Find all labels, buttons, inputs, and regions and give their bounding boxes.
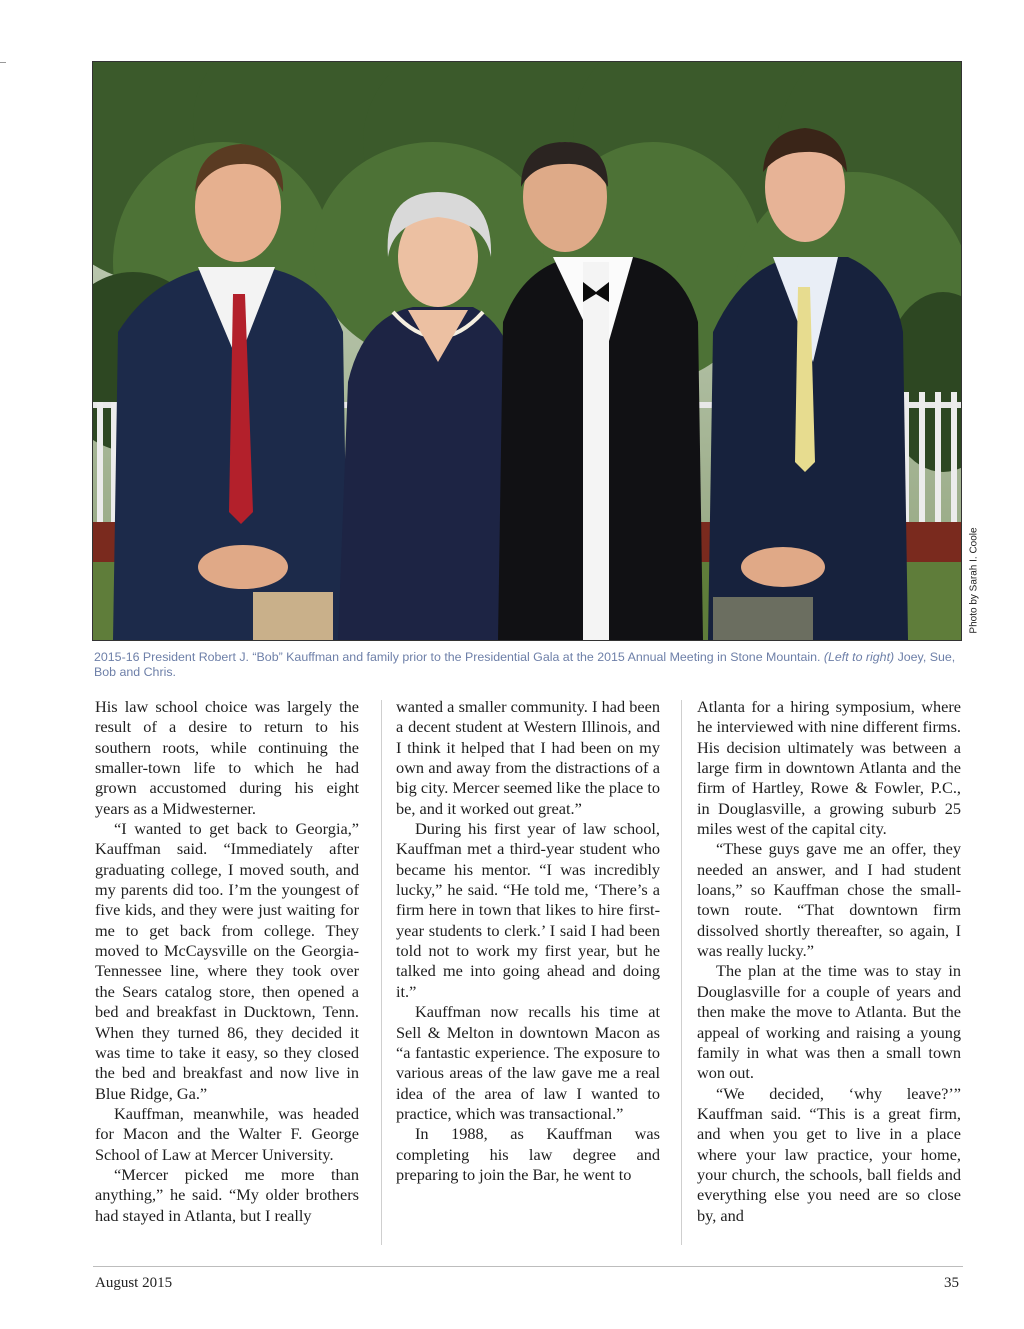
paragraph: “I wanted to get back to Georgia,” Kauffman said. “Immediately after graduating college, I moved south, and my parents did too. I’m the youngest of five kids, and they were just waiting for me to get back from college. They moved to McCaysville on the Georgia-Tennessee line, where they took over the Sears catalog store, then opened a bed and breakfast in Ducktown, Tenn. When they turned 86, they decided it was time to take it easy, so they closed the bed and breakfast and now live in Blue Ridge, Ga.”	[95, 819, 359, 1103]
photo-credit-text: Photo by Sarah I. Coole	[968, 526, 980, 634]
article-column-2	[396, 697, 660, 1185]
photo-credit	[963, 520, 985, 640]
paragraph: “We decided, ‘why leave?’” Kauffman said. “This is a great firm, and when you get to live in a place where your law practice, your home, your church, the schools, ball fields and everything else you need are so close by, and	[697, 1083, 961, 1225]
paragraph: Kauffman, meanwhile, was headed for Macon and the Walter F. George School of Law at Mercer University.	[95, 1103, 359, 1164]
paragraph: “Mercer picked me more than anything,” he said. “My older brothers had stayed in Atlanta, but I really	[95, 1164, 359, 1225]
column-divider	[681, 700, 682, 1245]
paragraph: Kauffman now recalls his time at Sell & Melton in downtown Macon as “a fantastic experience. The exposure to various areas of the law gave me a real idea of the area of law I wanted to practice, which was transactional.”	[396, 1002, 660, 1123]
photo-caption	[94, 650, 960, 680]
family-portrait-photo	[92, 61, 962, 641]
page-number: 35	[944, 1275, 959, 1291]
caption-main: 2015-16 President Robert J. “Bob” Kauffman and family prior to the Presidential Gala at the 2015 Annual Meeting in Stone Mountain.	[94, 650, 824, 664]
paragraph: During his first year of law school, Kauffman met a third-year student who became his mentor. “I was incredibly lucky,” he said. “He told me, ‘There’s a firm here in town that likes to hire first-year students to clerk.’ I said I had been told not to work my first year, but he talked me into going ahead and doing it.”	[396, 819, 660, 1001]
caption-rest: Joey, Sue, Bob and Chris.	[94, 650, 956, 679]
crop-mark	[0, 62, 6, 63]
article-column-3	[697, 697, 961, 1226]
paragraph: wanted a smaller community. I had been a decent student at Western Illinois, and I think it helped that I had been on my own and away from the distractions of a big city. Mercer seemed like the place to be, and it worked out great.”	[396, 697, 660, 818]
issue-date: August 2015	[95, 1275, 173, 1291]
paragraph: The plan at the time was to stay in Douglasville for a couple of years and then make the move to Atlanta. But the appeal of working and raising a young family in what was then a small town won out.	[697, 961, 961, 1083]
paragraph: Atlanta for a hiring symposium, where he interviewed with nine different firms. His decision ultimately was between a large firm in downtown Atlanta and the firm of Hartley, Rowe & Fowler, P.C., in Douglasville, a growing suburb 25 miles west of the capital city.	[697, 697, 961, 839]
column-divider	[381, 700, 382, 1245]
paragraph: In 1988, as Kauffman was completing his law degree and preparing to join the Bar, he went to	[396, 1124, 660, 1184]
paragraph: “These guys gave me an offer, they needed an answer, and I had student loans,” so Kauffman chose the small-town route. “That downtown firm dissolved shortly thereafter, so again, I was really lucky.”	[697, 839, 961, 961]
article-column-1	[95, 697, 359, 1226]
footer-rule	[93, 1266, 963, 1267]
paragraph: His law school choice was largely the result of a desire to return to his southern roots, while continuing the smaller-town life to which he had grown accustomed during his eight years as a Midwesterner.	[95, 697, 359, 818]
caption-italic: (Left to right)	[823, 650, 895, 664]
